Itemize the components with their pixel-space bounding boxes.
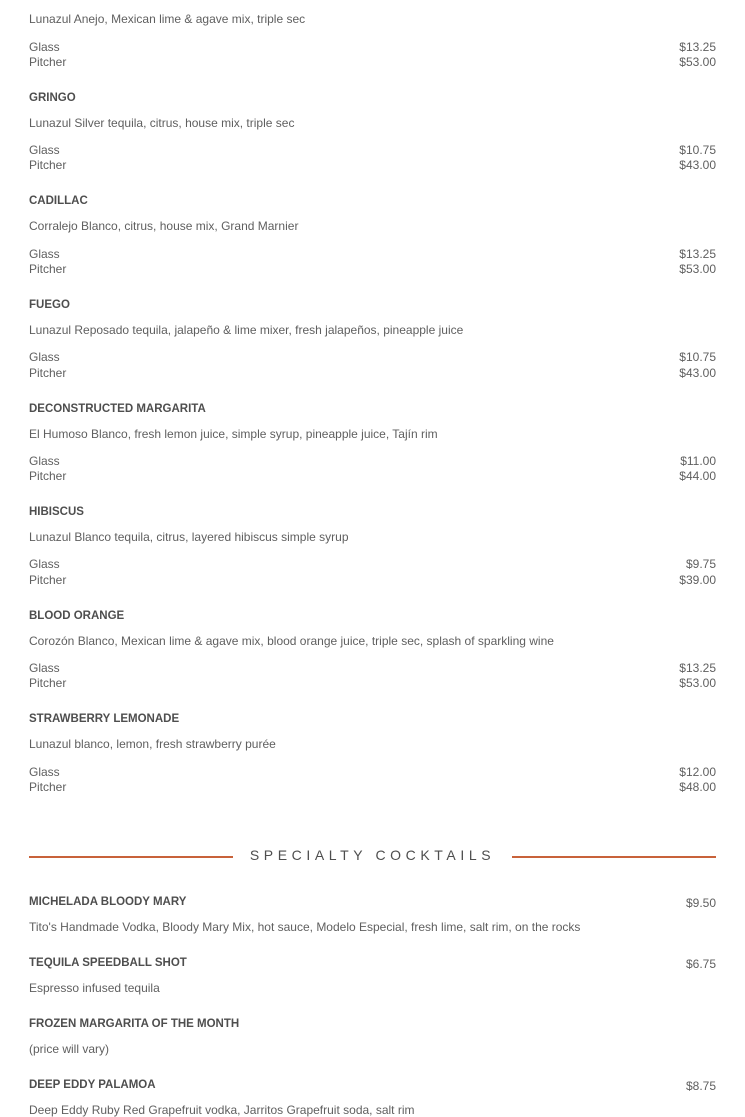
section-heading	[29, 847, 716, 867]
pitcher-label: Pitcher	[29, 366, 67, 380]
item-title: DECONSTRUCTED MARGARITA	[29, 403, 206, 415]
glass-label: Glass	[29, 350, 60, 364]
item-description: Espresso infused tequila	[29, 981, 160, 995]
item-title: FROZEN MARGARITA OF THE MONTH	[29, 1018, 240, 1030]
item-title: STRAWBERRY LEMONADE	[29, 713, 180, 725]
glass-label: Glass	[29, 765, 60, 779]
divider-line-right	[512, 856, 716, 858]
item-price: $6.75	[685, 957, 716, 971]
glass-price: $10.75	[679, 143, 716, 157]
glass-price: $10.75	[679, 350, 716, 364]
pitcher-label: Pitcher	[29, 469, 67, 483]
glass-price: $9.75	[685, 557, 716, 571]
item-price: $8.75	[685, 1079, 716, 1093]
glass-label: Glass	[29, 247, 60, 261]
glass-label: Glass	[29, 40, 60, 54]
pitcher-row	[29, 366, 716, 381]
pitcher-row	[29, 676, 716, 691]
item-description: Corozón Blanco, Mexican lime & agave mix, blood orange juice, triple sec, splash of sparkling wine	[29, 634, 554, 648]
glass-row	[29, 557, 716, 572]
glass-price: $13.25	[679, 40, 716, 54]
pitcher-price: $48.00	[679, 780, 716, 794]
item-price: $9.50	[685, 896, 716, 910]
pitcher-label: Pitcher	[29, 780, 67, 794]
glass-price: $13.25	[679, 661, 716, 675]
item-description: Corralejo Blanco, citrus, house mix, Grand Marnier	[29, 219, 299, 233]
glass-label: Glass	[29, 557, 60, 571]
pitcher-label: Pitcher	[29, 676, 67, 690]
pitcher-price: $53.00	[679, 55, 716, 69]
pitcher-row	[29, 780, 716, 795]
item-title: GRINGO	[29, 92, 76, 104]
glass-price: $12.00	[679, 765, 716, 779]
item-description: Lunazul Silver tequila, citrus, house mix, triple sec	[29, 116, 295, 130]
item-description: Lunazul Anejo, Mexican lime & agave mix, triple sec	[29, 12, 306, 26]
pitcher-label: Pitcher	[29, 262, 67, 276]
glass-label: Glass	[29, 454, 60, 468]
item-description: Lunazul blanco, lemon, fresh strawberry purée	[29, 737, 276, 751]
item-title: TEQUILA SPEEDBALL SHOT	[29, 957, 187, 969]
pitcher-price: $53.00	[679, 676, 716, 690]
pitcher-row	[29, 469, 716, 484]
pitcher-label: Pitcher	[29, 55, 67, 69]
item-title: CADILLAC	[29, 195, 88, 207]
item-description: Deep Eddy Ruby Red Grapefruit vodka, Jarritos Grapefruit soda, salt rim	[29, 1103, 415, 1117]
item-description: Tito's Handmade Vodka, Bloody Mary Mix, hot sauce, Modelo Especial, fresh lime, salt rim, on the rocks	[29, 920, 581, 934]
pitcher-row	[29, 55, 716, 70]
glass-row	[29, 143, 716, 158]
glass-row	[29, 247, 716, 262]
pitcher-row	[29, 158, 716, 173]
glass-row	[29, 40, 716, 55]
item-description: Lunazul Blanco tequila, citrus, layered hibiscus simple syrup	[29, 530, 349, 544]
section-heading-text: SPECIALTY COCKTAILS	[249, 847, 496, 863]
divider-line-left	[29, 856, 233, 858]
pitcher-price: $43.00	[679, 366, 716, 380]
glass-price: $13.25	[679, 247, 716, 261]
item-description: El Humoso Blanco, fresh lemon juice, simple syrup, pineapple juice, Tajín rim	[29, 427, 438, 441]
pitcher-price: $43.00	[679, 158, 716, 172]
pitcher-label: Pitcher	[29, 573, 67, 587]
pitcher-row	[29, 573, 716, 588]
item-description: (price will vary)	[29, 1042, 110, 1056]
glass-price: $11.00	[680, 454, 716, 468]
pitcher-price: $39.00	[679, 573, 716, 587]
item-title: MICHELADA BLOODY MARY	[29, 896, 187, 908]
glass-row	[29, 454, 716, 469]
item-description: Lunazul Reposado tequila, jalapeño & lime mixer, fresh jalapeños, pineapple juice	[29, 323, 464, 337]
glass-row	[29, 765, 716, 780]
pitcher-price: $53.00	[679, 262, 716, 276]
pitcher-price: $44.00	[679, 469, 716, 483]
glass-label: Glass	[29, 143, 60, 157]
pitcher-row	[29, 262, 716, 277]
item-title: DEEP EDDY PALAMOA	[29, 1079, 156, 1091]
pitcher-label: Pitcher	[29, 158, 67, 172]
glass-label: Glass	[29, 661, 60, 675]
glass-row	[29, 350, 716, 365]
glass-row	[29, 661, 716, 676]
item-title: FUEGO	[29, 299, 70, 311]
item-title: HIBISCUS	[29, 506, 84, 518]
item-title: BLOOD ORANGE	[29, 610, 125, 622]
